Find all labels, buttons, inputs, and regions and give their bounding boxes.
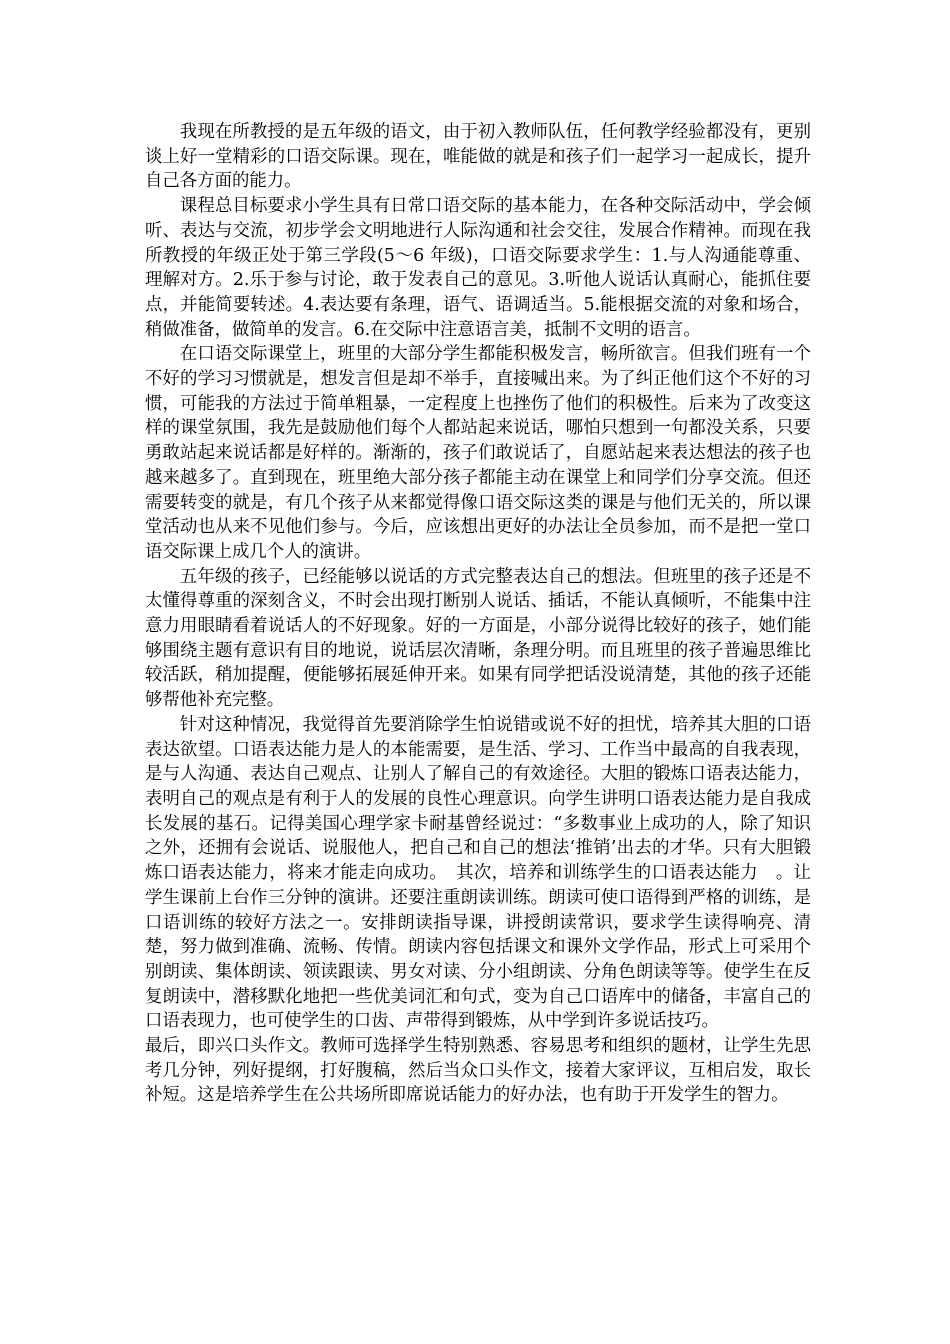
paragraph-6: 最后，即兴口头作文。教师可选择学生特别熟悉、容易思考和组织的题材，让学生先思考几分钟，列好提纲，打好腹稿，然后当众口头作文，接着大家评议，互相启发，取长补短。这是培养学生在公共场所即席说话能力的好办法，也有助于开发学生的智力。 — [145, 1036, 811, 1106]
paragraph-3: 在口语交际课堂上，班里的大部分学生都能积极发言，畅所欲言。但我们班有一个不好的学习习惯就是，想发言但是却不举手，直接喊出来。为了纠正他们这个不好的习惯，可能我的方法过于简单粗暴，一定程度上也挫伤了他们的积极性。后来为了改变这样的课堂氛围，我先是鼓励他们每个人都站起来说话，哪怕只想到一句都没关系，只要勇敢站起来说话都是好样的。渐渐的，孩子们敢说话了，自愿站起来表达想法的孩子也越来越多了。直到现在，班里绝大部分孩子都能主动在课堂上和同学们分享交流。但还需要转变的就是，有几个孩子从来都觉得像口语交际这类的课是与他们无关的，所以课堂活动也从来不见他们参与。今后，应该想出更好的办法让全员参加，而不是把一堂口语交际课上成几个人的演讲。 — [145, 344, 811, 562]
document-body — [145, 120, 811, 1108]
paragraph-4: 五年级的孩子，已经能够以说话的方式完整表达自己的想法。但班里的孩子还是不太懂得尊重的深刻含义，不时会出现打断别人说话、插话，不能认真倾听，不能集中注意力用眼睛看着说话人的不好现象。好的一方面是，小部分说得比较好的孩子，她们能够围绕主题有意识有目的地说，说话层次清晰，条理分明。而且班里的孩子普遍思维比较活跃，稍加提醒，便能够拓展延伸开来。如果有同学把话没说清楚，其他的孩子还能够帮他补充完整。 — [145, 566, 811, 711]
paragraph-5: 针对这种情况，我觉得首先要消除学生怕说错或说不好的担忧，培养其大胆的口语表达欲望。口语表达能力是人的本能需要，是生活、学习、工作当中最高的自我表现，是与人沟通、表达自己观点、让别人了解自己的有效途径。大胆的锻炼口语表达能力，表明自己的观点是有利于人的发展的良性心理意识。向学生讲明口语表达能力是自我成长发展的基石。记得美国心理学家卡耐基曾经说过：“多数事业上成功的人，除了知识之外，还拥有会说话、说服他人，把自己和自己的想法‘推销’出去的才华。只有大胆锻炼口语表达能力，将来才能走向成功。 其次，培养和训练学生的口语表达能力 。让学生课前上台作三分钟的演讲。还要注重朗读训练。朗读可使口语得到严格的训练，是口语训练的较好方法之一。安排朗读指导课，讲授朗读常识，要求学生读得响亮、清楚，努力做到准确、流畅、传情。朗读内容包括课文和课外文学作品，形式上可采用个别朗读、集体朗读、领读跟读、男女对读、分小组朗读、分角色朗读等等。使学生在反复朗读中，潜移默化地把一些优美词汇和句式，变为自己口语库中的储备，丰富自己的口语表现力，也可使学生的口齿、声带得到锻炼，从中学到许多说话技巧。 — [145, 714, 811, 1032]
paragraph-1: 我现在所教授的是五年级的语文，由于初入教师队伍，任何教学经验都没有，更别谈上好一堂精彩的口语交际课。现在，唯能做的就是和孩子们一起学习一起成长，提升自己各方面的能力。 — [145, 122, 811, 192]
paragraph-2: 课程总目标要求小学生具有日常口语交际的基本能力，在各种交际活动中，学会倾听、表达与交流，初步学会文明地进行人际沟通和社会交往，发展合作精神。而现在我所教授的年级正处于第三学段(5～6 年级)，口语交际要求学生：1.与人沟通能尊重、理解对方。2.乐于参与讨论，敢于发表自己的意见。3.听他人说话认真耐心，能抓住要点，并能简要转述。4.表达要有条理，语气、语调适当。5.能根据交流的对象和场合，稍做准备，做简单的发言。6.在交际中注意语言美，抵制不文明的语言。 — [145, 196, 811, 340]
